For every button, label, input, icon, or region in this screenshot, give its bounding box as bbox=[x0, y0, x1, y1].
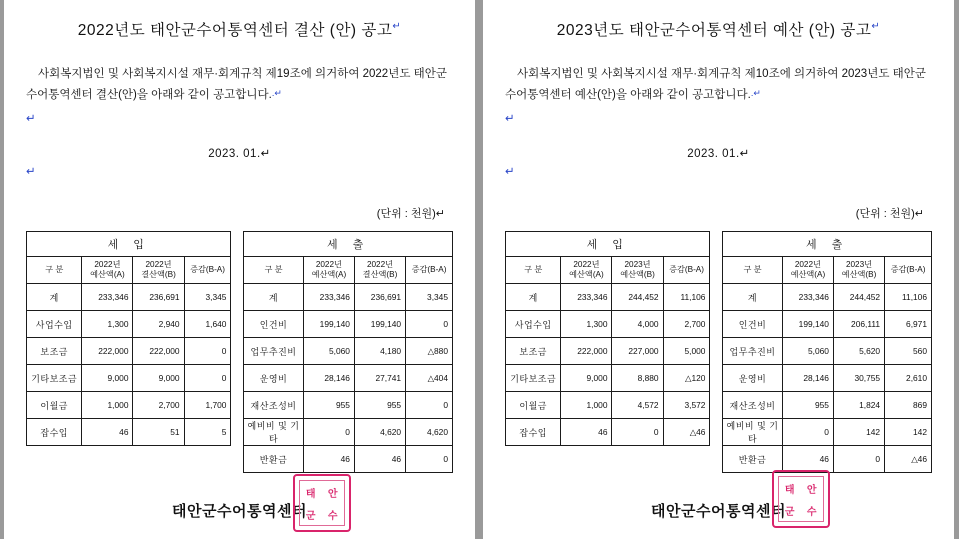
cell-value: △46 bbox=[885, 446, 932, 473]
cell-value: 206,111 bbox=[833, 311, 884, 338]
cell-value: 27,741 bbox=[354, 365, 405, 392]
table-gap bbox=[231, 232, 244, 257]
cell-value: 9,000 bbox=[561, 365, 612, 392]
page-title: 2022년도 태안군수어통역센터 결산 (안) 공고↵ bbox=[77, 20, 402, 39]
table-gap bbox=[710, 338, 723, 365]
blank-line: ↵ bbox=[26, 112, 36, 125]
cell-value: 1,300 bbox=[561, 311, 612, 338]
group-header-expense: 세 출 bbox=[723, 232, 932, 257]
col-header-a: 2022년 예산액(A) bbox=[82, 257, 133, 284]
row-label: 반환금 bbox=[244, 446, 304, 473]
row-label: 사업수입 bbox=[506, 311, 561, 338]
cell-value: 199,140 bbox=[782, 311, 833, 338]
seal-char: 안 bbox=[806, 484, 818, 496]
cell-value: 5,620 bbox=[833, 338, 884, 365]
cell-value: 9,000 bbox=[133, 365, 184, 392]
cell-value: 0 bbox=[184, 365, 231, 392]
official-seal-icon bbox=[772, 470, 830, 528]
row-label: 예비비 및 기타 bbox=[723, 419, 783, 446]
table-gap bbox=[710, 392, 723, 419]
table-gap bbox=[231, 446, 244, 473]
page-right bbox=[483, 0, 954, 539]
row-label: 사업수입 bbox=[27, 311, 82, 338]
cell-value: 1,824 bbox=[833, 392, 884, 419]
cell-value: 2,940 bbox=[133, 311, 184, 338]
row-label: 운영비 bbox=[244, 365, 304, 392]
cell-value: 955 bbox=[303, 392, 354, 419]
seal-char: 태 bbox=[305, 488, 317, 500]
row-label: 잡수입 bbox=[27, 419, 82, 446]
table-row bbox=[27, 365, 453, 392]
table-column-header-row bbox=[506, 257, 932, 284]
cell-value: 3,345 bbox=[406, 284, 453, 311]
cell-value: 0 bbox=[612, 419, 663, 446]
row-label: 예비비 및 기타 bbox=[244, 419, 304, 446]
seal-char: 태 bbox=[784, 484, 796, 496]
seal-char: 수 bbox=[327, 510, 339, 522]
unit-label: (단위 : 천원)↵ bbox=[376, 208, 445, 221]
cell-value: 869 bbox=[885, 392, 932, 419]
cell-value: 142 bbox=[833, 419, 884, 446]
notice-date: 2023. 01.↵ bbox=[208, 147, 271, 160]
row-label: 기타보조금 bbox=[506, 365, 561, 392]
cell-value: 3,345 bbox=[184, 284, 231, 311]
paragraph-mark-icon: ↵ bbox=[392, 20, 402, 32]
cell-value: 4,000 bbox=[612, 311, 663, 338]
row-label: 운영비 bbox=[723, 365, 783, 392]
cell-value: 222,000 bbox=[561, 338, 612, 365]
cell-value: 199,140 bbox=[303, 311, 354, 338]
paragraph-mark-icon: .↵ bbox=[750, 88, 761, 99]
paragraph-mark-icon: ↵ bbox=[871, 20, 881, 32]
cell-value: 2,610 bbox=[885, 365, 932, 392]
col-header-category: 구 분 bbox=[506, 257, 561, 284]
budget-table-left bbox=[26, 231, 453, 473]
cell-value: 6,971 bbox=[885, 311, 932, 338]
cell-value: 955 bbox=[354, 392, 405, 419]
unit-label: (단위 : 천원)↵ bbox=[855, 208, 924, 221]
cell-value: 5 bbox=[184, 419, 231, 446]
row-label: 보조금 bbox=[27, 338, 82, 365]
table-gap bbox=[231, 419, 244, 446]
cell-value: 5,060 bbox=[303, 338, 354, 365]
table-gap bbox=[710, 311, 723, 338]
row-label: 계 bbox=[506, 284, 561, 311]
blank-line: ↵ bbox=[26, 165, 36, 178]
cell-value: 227,000 bbox=[612, 338, 663, 365]
table-row bbox=[506, 392, 932, 419]
cell-value: 28,146 bbox=[782, 365, 833, 392]
cell-value: 244,452 bbox=[612, 284, 663, 311]
table-gap bbox=[710, 284, 723, 311]
table-gap bbox=[231, 338, 244, 365]
cell-value: 199,140 bbox=[354, 311, 405, 338]
table-gap bbox=[231, 284, 244, 311]
cell-value: 0 bbox=[184, 338, 231, 365]
cell-value: 11,106 bbox=[885, 284, 932, 311]
notice-paragraph: 사회복지법인 및 사회복지시설 재무·회계규칙 제10조에 의거하여 2023년도 태안군 수어통역센터 예산(안)을 아래와 같이 공고합니다..↵ bbox=[505, 68, 926, 102]
cell-value: 1,000 bbox=[561, 392, 612, 419]
row-label: 이월금 bbox=[506, 392, 561, 419]
table-gap bbox=[231, 365, 244, 392]
table-row bbox=[27, 446, 453, 473]
cell-value: 1,640 bbox=[184, 311, 231, 338]
cell-value: 11,106 bbox=[663, 284, 710, 311]
col-header-b: 2023년 예산액(B) bbox=[612, 257, 663, 284]
seal-char: 군 bbox=[305, 510, 317, 522]
row-label: 재산조성비 bbox=[244, 392, 304, 419]
paragraph-mark-icon: ↵ bbox=[260, 147, 271, 160]
cell-value: 4,620 bbox=[354, 419, 405, 446]
cell-value: 5,060 bbox=[782, 338, 833, 365]
cell-value: 5,000 bbox=[663, 338, 710, 365]
cell-value: 28,146 bbox=[303, 365, 354, 392]
cell-value: 233,346 bbox=[782, 284, 833, 311]
table-row bbox=[27, 392, 453, 419]
table-row bbox=[506, 419, 932, 446]
row-label: 재산조성비 bbox=[723, 392, 783, 419]
cell-value: 4,620 bbox=[406, 419, 453, 446]
col-header-category: 구 분 bbox=[27, 257, 82, 284]
col-header-b: 2022년 결산액(B) bbox=[354, 257, 405, 284]
table-gap bbox=[710, 232, 723, 257]
cell-value: 244,452 bbox=[833, 284, 884, 311]
row-label: 업무추진비 bbox=[244, 338, 304, 365]
cell-value: 8,880 bbox=[612, 365, 663, 392]
notice-date: 2023. 01.↵ bbox=[687, 147, 750, 160]
row-label: 인건비 bbox=[723, 311, 783, 338]
row-label: 반환금 bbox=[723, 446, 783, 473]
cell-value: 46 bbox=[561, 419, 612, 446]
cell-value: 0 bbox=[406, 392, 453, 419]
row-label: 계 bbox=[723, 284, 783, 311]
cell-value: 233,346 bbox=[303, 284, 354, 311]
table-gap bbox=[710, 257, 723, 284]
paragraph-mark-icon: ↵ bbox=[914, 208, 924, 221]
page-left bbox=[4, 0, 475, 539]
col-header-category: 구 분 bbox=[723, 257, 783, 284]
group-header-income: 세 입 bbox=[27, 232, 231, 257]
cell-value: △404 bbox=[406, 365, 453, 392]
col-header-a: 2022년 예산액(A) bbox=[782, 257, 833, 284]
cell-value: 233,346 bbox=[561, 284, 612, 311]
cell-value: 955 bbox=[782, 392, 833, 419]
table-row bbox=[506, 338, 932, 365]
seal-char: 수 bbox=[806, 506, 818, 518]
cell-value: 46 bbox=[82, 419, 133, 446]
col-header-b: 2022년 결산액(B) bbox=[133, 257, 184, 284]
row-label: 인건비 bbox=[244, 311, 304, 338]
col-header-diff: 증감(B-A) bbox=[406, 257, 453, 284]
paragraph-mark-icon: .↵ bbox=[271, 88, 282, 99]
blank-line: ↵ bbox=[505, 112, 515, 125]
cell-value: 0 bbox=[782, 419, 833, 446]
cell-value: 9,000 bbox=[82, 365, 133, 392]
budget-table-right bbox=[505, 231, 932, 473]
cell-value: 1,000 bbox=[82, 392, 133, 419]
group-header-income: 세 입 bbox=[506, 232, 710, 257]
table-gap bbox=[231, 392, 244, 419]
cell-value: 2,700 bbox=[133, 392, 184, 419]
row-label: 이월금 bbox=[27, 392, 82, 419]
paragraph-mark-icon: ↵ bbox=[739, 147, 750, 160]
table-gap bbox=[231, 257, 244, 284]
organization-name: 태안군수어통역센터 태 안 군 수 bbox=[651, 500, 786, 521]
col-header-diff: 증감(B-A) bbox=[184, 257, 231, 284]
page-title: 2023년도 태안군수어통역센터 예산 (안) 공고↵ bbox=[556, 20, 881, 39]
cell-value: 233,346 bbox=[82, 284, 133, 311]
cell-value: △120 bbox=[663, 365, 710, 392]
cell-value: 46 bbox=[354, 446, 405, 473]
seal-char: 군 bbox=[784, 506, 796, 518]
table-gap bbox=[710, 419, 723, 446]
table-row bbox=[506, 365, 932, 392]
cell-value: 1,700 bbox=[184, 392, 231, 419]
notice-paragraph: 사회복지법인 및 사회복지시설 재무·회계규칙 제19조에 의거하여 2022년도 태안군 수어통역센터 결산(안)을 아래와 같이 공고합니다..↵ bbox=[26, 68, 447, 102]
cell-value: 0 bbox=[406, 311, 453, 338]
cell-value: 236,691 bbox=[354, 284, 405, 311]
col-header-b: 2023년 예산액(B) bbox=[833, 257, 884, 284]
col-header-diff: 증감(B-A) bbox=[663, 257, 710, 284]
col-header-a: 2022년 예산액(A) bbox=[561, 257, 612, 284]
cell-value: 142 bbox=[885, 419, 932, 446]
row-label: 업무추진비 bbox=[723, 338, 783, 365]
row-label: 보조금 bbox=[506, 338, 561, 365]
table-row bbox=[506, 446, 932, 473]
official-seal-icon bbox=[293, 474, 351, 532]
cell-value: 3,572 bbox=[663, 392, 710, 419]
table-row bbox=[27, 284, 453, 311]
table-group-header-row bbox=[27, 232, 453, 257]
cell-value: △880 bbox=[406, 338, 453, 365]
signature-block bbox=[483, 484, 954, 521]
cell-value: 2,700 bbox=[663, 311, 710, 338]
cell-value: 4,180 bbox=[354, 338, 405, 365]
row-label: 기타보조금 bbox=[27, 365, 82, 392]
col-header-a: 2022년 예산액(A) bbox=[303, 257, 354, 284]
table-gap bbox=[231, 311, 244, 338]
table-gap bbox=[710, 446, 723, 473]
cell-value: 1,300 bbox=[82, 311, 133, 338]
cell-value: 46 bbox=[303, 446, 354, 473]
table-row bbox=[506, 284, 932, 311]
cell-value: △46 bbox=[663, 419, 710, 446]
blank-line: ↵ bbox=[505, 165, 515, 178]
cell-value: 30,755 bbox=[833, 365, 884, 392]
seal-char: 안 bbox=[327, 488, 339, 500]
cell-value: 4,572 bbox=[612, 392, 663, 419]
table-gap bbox=[710, 365, 723, 392]
cell-value: 51 bbox=[133, 419, 184, 446]
cell-value: 0 bbox=[303, 419, 354, 446]
group-header-expense: 세 출 bbox=[244, 232, 453, 257]
table-row bbox=[27, 338, 453, 365]
cell-value: 0 bbox=[833, 446, 884, 473]
paragraph-mark-icon: ↵ bbox=[435, 208, 445, 221]
table-row bbox=[27, 419, 453, 446]
cell-value: 46 bbox=[782, 446, 833, 473]
cell-value: 222,000 bbox=[133, 338, 184, 365]
col-header-category: 구 분 bbox=[244, 257, 304, 284]
cell-value: 560 bbox=[885, 338, 932, 365]
row-label: 잡수입 bbox=[506, 419, 561, 446]
cell-value: 236,691 bbox=[133, 284, 184, 311]
signature-block bbox=[4, 488, 475, 522]
table-row bbox=[506, 311, 932, 338]
table-group-header-row bbox=[506, 232, 932, 257]
row-label: 계 bbox=[244, 284, 304, 311]
organization-name: 태안군수어통역센터 태 안 군 수 bbox=[172, 500, 307, 521]
cell-value: 222,000 bbox=[82, 338, 133, 365]
cell-value: 0 bbox=[406, 446, 453, 473]
table-row bbox=[27, 311, 453, 338]
row-label: 계 bbox=[27, 284, 82, 311]
col-header-diff: 증감(B-A) bbox=[885, 257, 932, 284]
table-column-header-row bbox=[27, 257, 453, 284]
